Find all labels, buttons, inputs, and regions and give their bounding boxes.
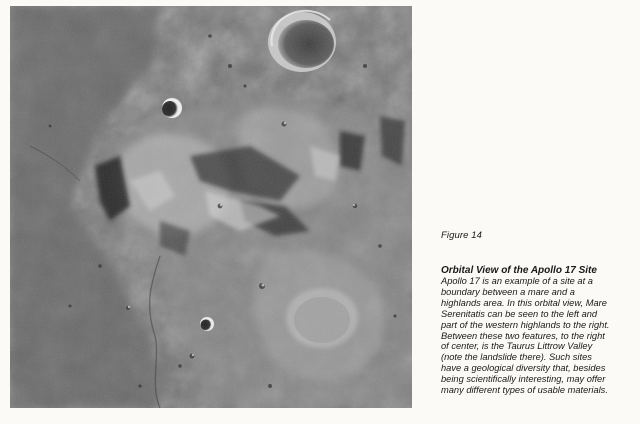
caption-line: part of the western highlands to the right.	[441, 319, 610, 330]
figure-caption	[441, 276, 636, 396]
caption-line: of center, is the Taurus Littrow Valley	[441, 341, 593, 352]
lunar-surface-image	[10, 6, 412, 408]
caption-line: being scientifically interesting, may offer	[441, 374, 606, 385]
figure-title: Orbital View of the Apollo 17 Site	[441, 265, 597, 276]
caption-line: (note the landslide there). Such sites	[441, 352, 592, 363]
figure-label: Figure 14	[441, 230, 483, 241]
caption-line: boundary between a mare and a	[441, 286, 575, 297]
caption-line: have a geological diversity that, besides	[441, 363, 606, 374]
caption-line: highlands area. In this orbital view, Mare	[441, 297, 607, 308]
caption-line: Apollo 17 is an example of a site at a	[441, 276, 593, 286]
caption-line: Between these two features, to the right	[441, 330, 605, 341]
caption-line: many different types of usable materials.	[441, 385, 608, 396]
caption-line: Serenitatis can be seen to the left and	[441, 308, 598, 319]
orbital-lunar-photo	[10, 6, 412, 408]
